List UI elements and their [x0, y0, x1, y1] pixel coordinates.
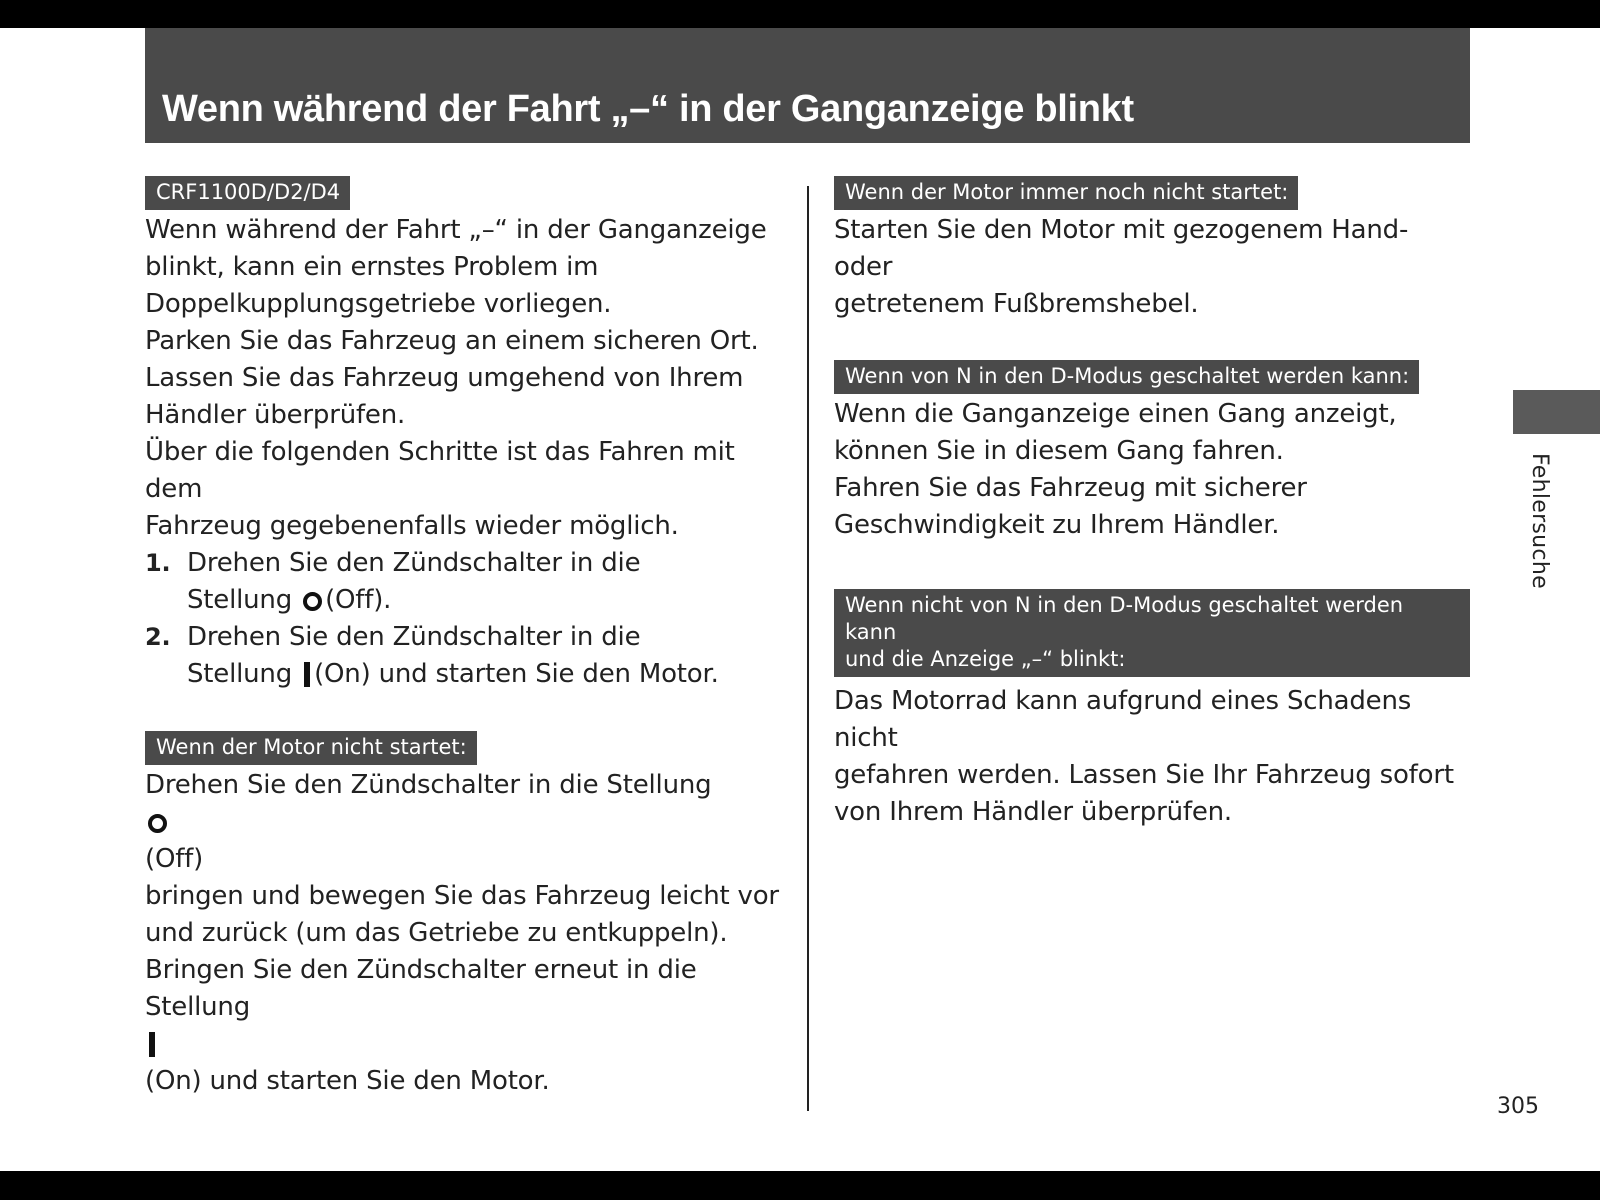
- tag-line: Wenn nicht von N in den D-Modus geschaltet werden kann: [845, 593, 1404, 644]
- step-text: Stellung: [187, 659, 293, 689]
- model-tag: CRF1100D/D2/D4: [145, 176, 350, 210]
- intro-line: blinkt, kann ein ernstes Problem im: [145, 252, 599, 282]
- chapter-label: Fehlersuche: [1527, 453, 1552, 589]
- motor-not-starting-tag: Wenn der Motor nicht startet:: [145, 731, 477, 765]
- para-line: [145, 989, 785, 1100]
- para-line: von Ihrem Händler überprüfen.: [834, 797, 1232, 827]
- para-line: und zurück (um das Getriebe zu entkuppeln).: [145, 918, 728, 948]
- para-line: Starten Sie den Motor mit gezogenem Hand- oder: [834, 215, 1409, 282]
- shift-impossible-tag: [834, 589, 1470, 677]
- step-line: [187, 582, 785, 619]
- intro-line: Doppelkupplungsgetriebe vorliegen.: [145, 289, 612, 319]
- intro-line: Händler überprüfen.: [145, 400, 406, 430]
- intro-line: Wenn während der Fahrt „–“ in der Ganganzeige: [145, 215, 767, 245]
- step-list: [145, 545, 785, 693]
- shift-possible-tag: Wenn von N in den D-Modus geschaltet werden kann:: [834, 360, 1419, 394]
- para-line: [145, 767, 785, 878]
- para-text: Stellung: [145, 992, 251, 1022]
- right-column: [834, 176, 1470, 831]
- step-text: (On) und starten Sie den Motor.: [314, 659, 719, 689]
- ignition-off-icon: [148, 814, 167, 833]
- shift-possible-text: [834, 396, 1470, 544]
- step-item: [145, 619, 785, 693]
- step-line: [187, 656, 785, 693]
- tag-line: und die Anzeige „–“ blinkt:: [845, 647, 1126, 671]
- para-line: Geschwindigkeit zu Ihrem Händler.: [834, 510, 1280, 540]
- para-line: gefahren werden. Lassen Sie Ihr Fahrzeug sofort: [834, 760, 1454, 790]
- ignition-on-icon: [304, 662, 310, 687]
- step-number: 2.: [145, 623, 171, 651]
- intro-line: Fahrzeug gegebenenfalls wieder möglich.: [145, 511, 679, 541]
- para-line: Fahren Sie das Fahrzeug mit sicherer: [834, 473, 1307, 503]
- left-column: [145, 176, 785, 1100]
- para-line: bringen und bewegen Sie das Fahrzeug leicht vor: [145, 881, 779, 911]
- intro-line: Lassen Sie das Fahrzeug umgehend von Ihrem: [145, 363, 744, 393]
- intro-text: [145, 212, 785, 545]
- ignition-on-icon: [149, 1032, 155, 1057]
- para-text: (Off): [145, 844, 204, 874]
- page-number: 305: [1497, 1094, 1539, 1119]
- manual-page: [0, 28, 1600, 1171]
- step-line: Drehen Sie den Zündschalter in die: [187, 548, 641, 578]
- intro-line: Über die folgenden Schritte ist das Fahren mit dem: [145, 437, 735, 504]
- step-text: Stellung: [187, 585, 293, 615]
- title-bar: [145, 28, 1470, 143]
- motor-not-starting-text: [145, 767, 785, 1100]
- intro-line: Parken Sie das Fahrzeug an einem sicheren Ort.: [145, 326, 759, 356]
- para-line: Bringen Sie den Zündschalter erneut in die: [145, 955, 697, 985]
- step-item: [145, 545, 785, 619]
- still-not-starting-tag: Wenn der Motor immer noch nicht startet:: [834, 176, 1298, 210]
- para-text: Drehen Sie den Zündschalter in die Stellung: [145, 770, 712, 800]
- chapter-tab[interactable]: [1513, 390, 1600, 434]
- column-divider: [807, 186, 809, 1111]
- still-not-starting-text: [834, 212, 1470, 323]
- step-line: Drehen Sie den Zündschalter in die: [187, 622, 641, 652]
- step-number: 1.: [145, 549, 171, 577]
- para-text: (On) und starten Sie den Motor.: [145, 1066, 550, 1096]
- para-line: Das Motorrad kann aufgrund eines Schadens nicht: [834, 686, 1412, 753]
- para-line: können Sie in diesem Gang fahren.: [834, 436, 1284, 466]
- para-line: Wenn die Ganganzeige einen Gang anzeigt,: [834, 399, 1397, 429]
- ignition-off-icon: [303, 592, 322, 611]
- page-title: Wenn während der Fahrt „–“ in der Ganganzeige blinkt: [162, 88, 1134, 130]
- step-text: (Off).: [325, 585, 392, 615]
- shift-impossible-text: [834, 683, 1470, 831]
- para-line: getretenem Fußbremshebel.: [834, 289, 1199, 319]
